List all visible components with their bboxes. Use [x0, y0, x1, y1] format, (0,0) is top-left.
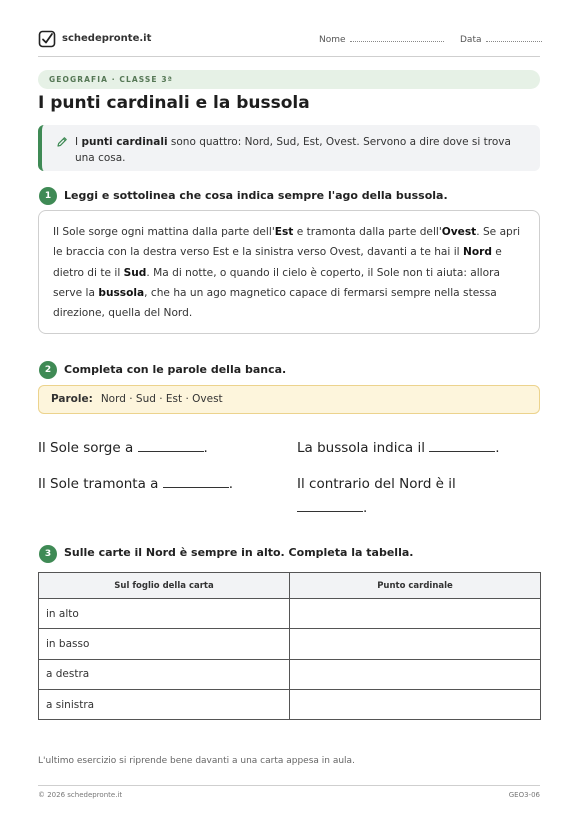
- reading-passage: [38, 210, 540, 334]
- sentence-end: .: [495, 440, 500, 456]
- column-header: Punto cardinale: [290, 573, 541, 599]
- table-row: [39, 629, 541, 659]
- column-header: Sul foglio della carta: [39, 573, 290, 599]
- fill-sentence: [38, 476, 233, 492]
- table-row: [39, 659, 541, 689]
- date-line[interactable]: [486, 34, 542, 42]
- sentence-end: .: [228, 476, 234, 492]
- name-label: Nome: [319, 35, 346, 45]
- answer-cell[interactable]: [290, 629, 541, 659]
- pencil-icon: [56, 136, 68, 148]
- answer-cell[interactable]: [290, 599, 541, 629]
- orientation-table: [38, 572, 541, 720]
- answer-blank[interactable]: [163, 476, 229, 488]
- exercise-3-title: Sulle carte il Nord è sempre in alto. Completa la tabella.: [64, 546, 414, 559]
- passage-keyword: Ovest: [441, 226, 477, 238]
- fill-sentence-continuation: [297, 500, 367, 516]
- callout-prefix: I: [75, 136, 79, 148]
- passage-text: e tramonta dalla parte dell': [293, 226, 442, 238]
- sentence-text: Il Sole sorge a: [38, 440, 134, 456]
- callout-keyword: punti cardinali: [81, 136, 168, 148]
- passage-keyword: bussola: [98, 286, 145, 299]
- exercise-number-2: 2: [39, 361, 57, 379]
- page-footer: [38, 785, 540, 799]
- exercise-number-1: 1: [39, 187, 57, 205]
- brand-name: schedepronte.it: [62, 33, 152, 44]
- intro-callout: [38, 125, 540, 171]
- exercise-2-title: Completa con le parole della banca.: [64, 363, 287, 376]
- callout-text: [75, 134, 530, 166]
- worksheet-code: GEO3-06: [508, 791, 540, 799]
- fill-sentence: [297, 440, 500, 456]
- word-bank-words: Nord · Sud · Est · Ovest: [100, 393, 223, 405]
- answer-blank[interactable]: [429, 440, 495, 452]
- callout-rest: sono quattro: Nord, Sud, Est, Ovest. Servono a dire dove si trova una cosa.: [75, 136, 511, 164]
- checkbox-logo-icon: [38, 30, 56, 48]
- page-header: [38, 29, 540, 57]
- passage-text: . Ma di notte, o quando il cielo è coperto, il Sole non ti aiuta: allora serve la: [53, 266, 500, 299]
- name-field[interactable]: [319, 34, 444, 45]
- sentence-text: La bussola indica il: [297, 440, 425, 456]
- passage-text: . Se apri le braccia con la destra verso Est e la sinistra verso Ovest, davanti a te hai il: [53, 226, 521, 259]
- passage-keyword: Nord: [462, 246, 492, 259]
- subject-tag: GEOGRAFIA · CLASSE 3ª: [38, 70, 540, 89]
- answer-blank[interactable]: [138, 440, 204, 452]
- passage-text: e dietro di te il: [53, 246, 502, 279]
- table-cell: a sinistra: [39, 689, 290, 719]
- word-bank: [38, 385, 540, 414]
- fill-sentence: [297, 476, 456, 492]
- table-cell: a destra: [39, 659, 290, 689]
- sentence-end: .: [363, 500, 368, 516]
- answer-blank[interactable]: [297, 500, 363, 512]
- table-row: [39, 599, 541, 629]
- exercise-number-3: 3: [39, 545, 57, 563]
- name-line[interactable]: [350, 34, 444, 42]
- answer-cell[interactable]: [290, 689, 541, 719]
- answer-cell[interactable]: [290, 659, 541, 689]
- table-header-row: [39, 573, 541, 599]
- table-cell: in basso: [39, 629, 290, 659]
- table-cell: in alto: [39, 599, 290, 629]
- fill-sentence: [38, 440, 208, 456]
- table-row: [39, 689, 541, 719]
- date-label: Data: [460, 35, 482, 45]
- exercise-1-title: Leggi e sottolinea che cosa indica sempre l'ago della bussola.: [64, 189, 448, 202]
- sentence-text: Il Sole tramonta a: [38, 476, 159, 492]
- date-field[interactable]: [460, 34, 542, 45]
- passage-text: Il Sole sorge ogni mattina dalla parte dell': [53, 226, 275, 238]
- passage-keyword: Est: [274, 226, 294, 238]
- passage-text: , che ha un ago magnetico capace di fermarsi sempre nella stessa direzione, quella del Nord.: [53, 286, 497, 320]
- page-title: I punti cardinali e la bussola: [38, 93, 310, 113]
- sentence-end: .: [203, 440, 208, 456]
- copyright: © 2026 schedepronte.it: [38, 791, 123, 799]
- passage-keyword: Sud: [123, 266, 147, 279]
- word-bank-label: Parole:: [51, 393, 93, 405]
- sentence-text: Il contrario del Nord è il: [297, 476, 456, 492]
- teacher-note: L'ultimo esercizio si riprende bene davanti a una carta appesa in aula.: [38, 756, 355, 766]
